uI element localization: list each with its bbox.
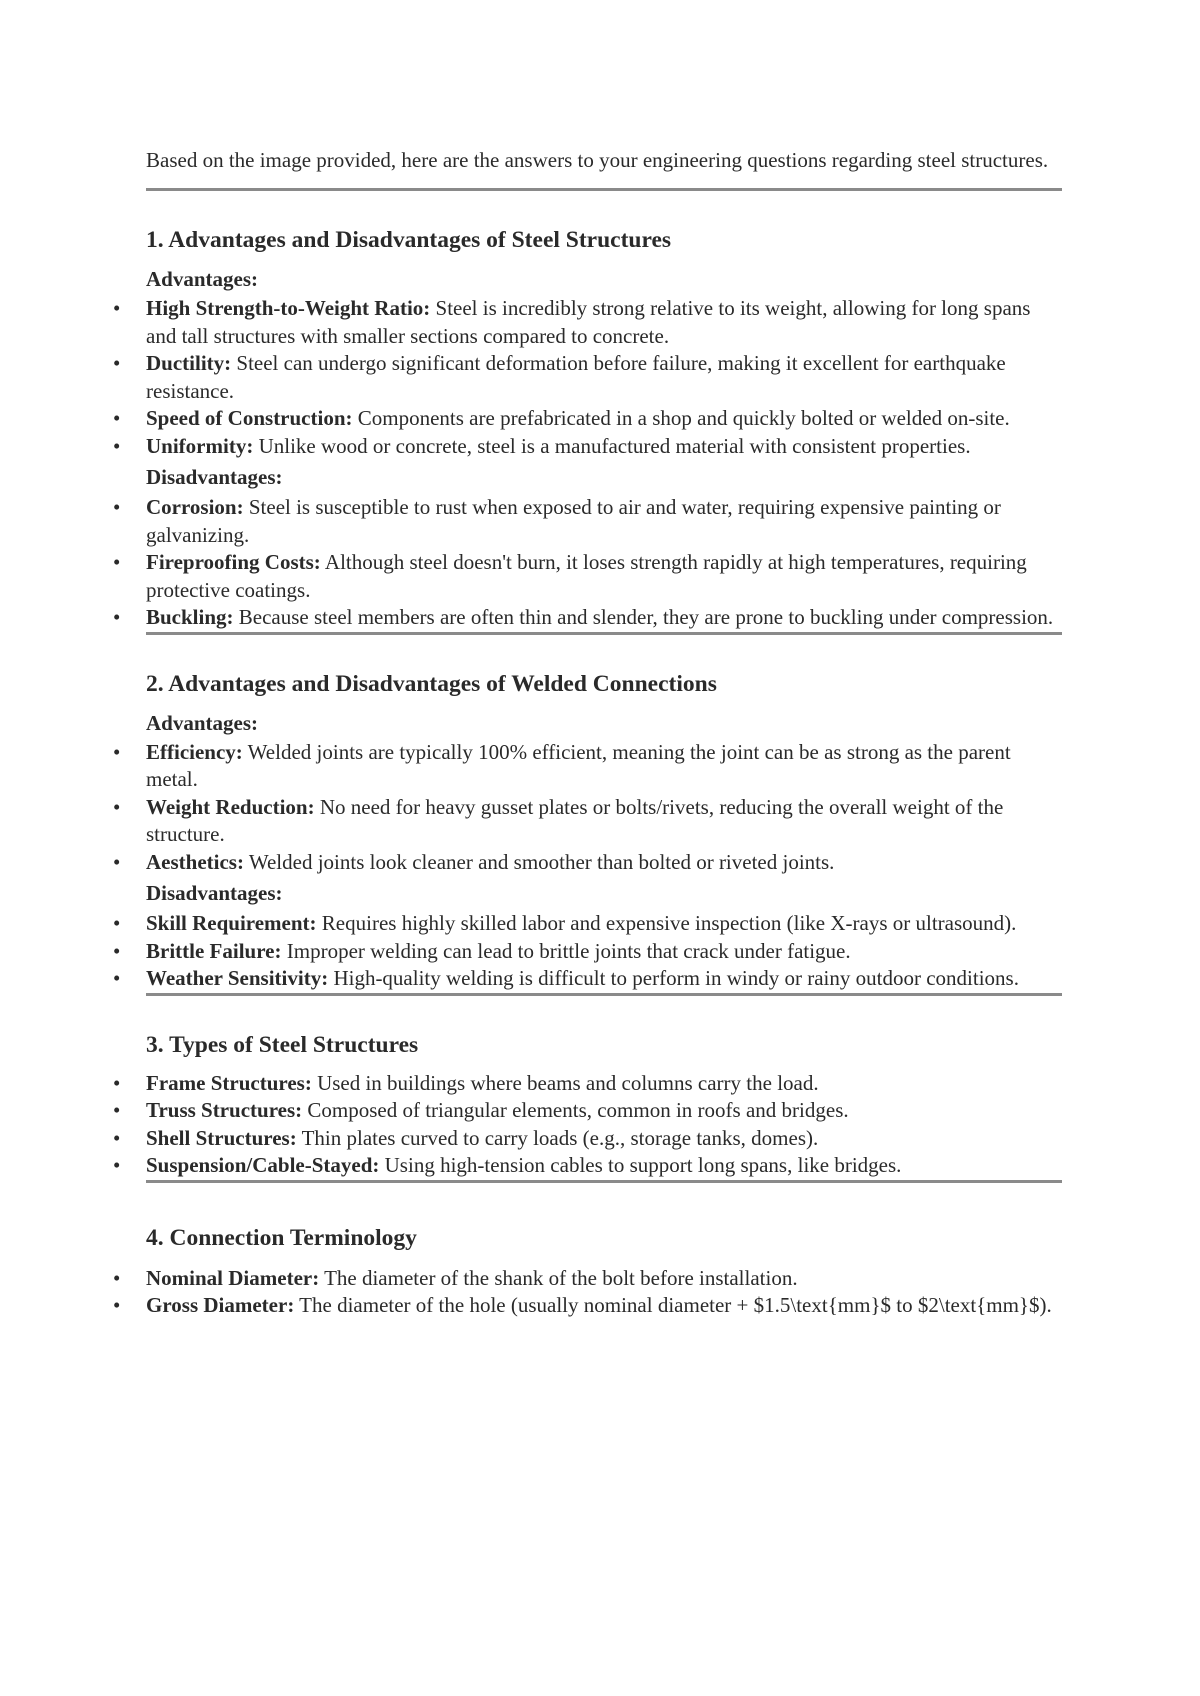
item-text: The diameter of the hole (usually nominal diameter + $1.5\text{mm}$ to $2\text{mm}$). [294, 1293, 1052, 1317]
list-item [113, 1265, 1062, 1293]
bullet-icon: • [113, 849, 121, 874]
item-term: Fireproofing Costs: [146, 550, 321, 574]
bullet-icon: • [113, 605, 121, 629]
list-item [113, 350, 1062, 405]
subheading-advantages: Advantages: [146, 710, 259, 735]
list-item [113, 1070, 1062, 1098]
item-term: Frame Structures: [146, 1070, 312, 1095]
item-term: Efficiency: [146, 739, 243, 764]
item-text: Used in buildings where beams and columns carry the load. [311, 1070, 819, 1095]
list-item [113, 1097, 1062, 1125]
bullet-list [113, 739, 1062, 877]
item-text: Using high-tension cables to support long spans, like bridges. [379, 1153, 902, 1177]
bullet-list [113, 494, 1062, 632]
list-item [113, 1292, 1062, 1320]
section-connection-terminology [113, 1223, 1062, 1320]
bullet-icon: • [113, 495, 121, 519]
section-steel-structures [113, 225, 1062, 635]
item-term: Gross Diameter: [146, 1293, 295, 1317]
item-text: High-quality welding is difficult to perform in windy or rainy outdoor conditions. [328, 966, 1019, 990]
item-text: No need for heavy gusset plates or bolts/rivets, reducing the overall weight of the structure. [146, 794, 1004, 846]
item-text: Steel can undergo significant deformation before failure, making it excellent for earthquake resistance. [146, 351, 1006, 403]
item-term: Weight Reduction: [146, 794, 315, 819]
item-text: Welded joints look cleaner and smoother than bolted or riveted joints. [243, 849, 835, 874]
list-item [113, 794, 1062, 849]
bullet-icon: • [113, 1265, 121, 1290]
item-text: Improper welding can lead to brittle joints that crack under fatigue. [281, 938, 851, 963]
item-term: Uniformity: [146, 433, 254, 458]
bullet-icon: • [113, 739, 121, 764]
list-item [113, 433, 1062, 461]
section-welded-connections [113, 669, 1062, 996]
list-item [113, 739, 1062, 794]
list-item [113, 494, 1062, 549]
bullet-icon: • [113, 296, 121, 320]
section-divider [146, 993, 1062, 996]
item-term: Aesthetics: [146, 849, 244, 874]
list-item [113, 1125, 1062, 1153]
section-divider [146, 1180, 1062, 1183]
bullet-icon: • [113, 794, 121, 819]
item-text: Requires highly skilled labor and expensive inspection (like X-rays or ultrasound). [316, 911, 1017, 935]
bullet-icon: • [113, 1293, 121, 1317]
item-text: Steel is susceptible to rust when exposed to air and water, requiring expensive painting or galvanizing. [146, 495, 1001, 547]
item-text: Welded joints are typically 100% efficient, meaning the joint can be as strong as the parent metal. [146, 739, 1011, 791]
list-item [113, 910, 1062, 938]
list-item [113, 849, 1062, 877]
item-term: Brittle Failure: [146, 938, 282, 963]
item-text: Thin plates curved to carry loads (e.g., storage tanks, domes). [296, 1125, 819, 1150]
item-term: Speed of Construction: [146, 406, 353, 430]
item-text: Although steel doesn't burn, it loses strength rapidly at high temperatures, requiring protective coatings. [146, 550, 1027, 602]
item-text: The diameter of the shank of the bolt before installation. [319, 1265, 798, 1290]
item-term: High Strength-to-Weight Ratio: [146, 296, 431, 320]
bullet-list [113, 910, 1062, 993]
intro-paragraph: Based on the image provided, here are the answers to your engineering questions regarding steel structures. [146, 148, 1049, 172]
list-item [113, 604, 1062, 632]
list-item [113, 295, 1062, 350]
item-term: Shell Structures: [146, 1125, 297, 1150]
bullet-icon: • [113, 1125, 121, 1150]
item-term: Weather Sensitivity: [146, 966, 329, 990]
section-divider [146, 188, 1062, 191]
subheading-disadvantages: Disadvantages: [146, 881, 283, 905]
bullet-list [113, 1070, 1062, 1180]
section-divider [146, 632, 1062, 635]
bullet-icon: • [113, 1070, 121, 1095]
list-item [113, 549, 1062, 604]
bullet-icon: • [113, 911, 121, 935]
item-term: Suspension/Cable-Stayed: [146, 1153, 380, 1177]
document-page [113, 146, 1062, 1320]
section-title: 2. Advantages and Disadvantages of Welded Connections [146, 670, 717, 697]
bullet-list [113, 1265, 1062, 1320]
bullet-icon: • [113, 966, 121, 990]
bullet-icon: • [113, 406, 121, 430]
section-title: 1. Advantages and Disadvantages of Steel Structures [146, 227, 672, 253]
bullet-list [113, 295, 1062, 460]
item-term: Truss Structures: [146, 1098, 303, 1122]
bullet-icon: • [113, 1153, 121, 1177]
list-item [113, 965, 1062, 993]
bullet-icon: • [113, 1098, 121, 1122]
bullet-icon: • [113, 550, 121, 574]
bullet-icon: • [113, 938, 121, 963]
item-term: Corrosion: [146, 495, 244, 519]
item-term: Ductility: [146, 351, 232, 375]
item-term: Skill Requirement: [146, 911, 317, 935]
list-item [113, 1152, 1062, 1180]
bullet-icon: • [113, 351, 121, 375]
list-item [113, 938, 1062, 966]
subheading-advantages: Advantages: [146, 267, 259, 291]
item-text: Composed of triangular elements, common in roofs and bridges. [302, 1098, 849, 1122]
item-term: Buckling: [146, 605, 234, 629]
item-text: Because steel members are often thin and slender, they are prone to buckling under compression. [233, 605, 1054, 629]
section-types-of-steel-structures [113, 1030, 1062, 1183]
item-term: Nominal Diameter: [146, 1265, 320, 1290]
item-text: Unlike wood or concrete, steel is a manufactured material with consistent properties. [253, 433, 971, 458]
subheading-disadvantages: Disadvantages: [146, 465, 283, 489]
section-title: 3. Types of Steel Structures [146, 1031, 419, 1058]
item-text: Steel is incredibly strong relative to its weight, allowing for long spans and tall structures with smaller sections compared to concrete. [146, 296, 1031, 348]
list-item [113, 405, 1062, 433]
bullet-icon: • [113, 433, 121, 458]
section-title: 4. Connection Terminology [146, 1224, 417, 1251]
item-text: Components are prefabricated in a shop and quickly bolted or welded on-site. [352, 406, 1010, 430]
